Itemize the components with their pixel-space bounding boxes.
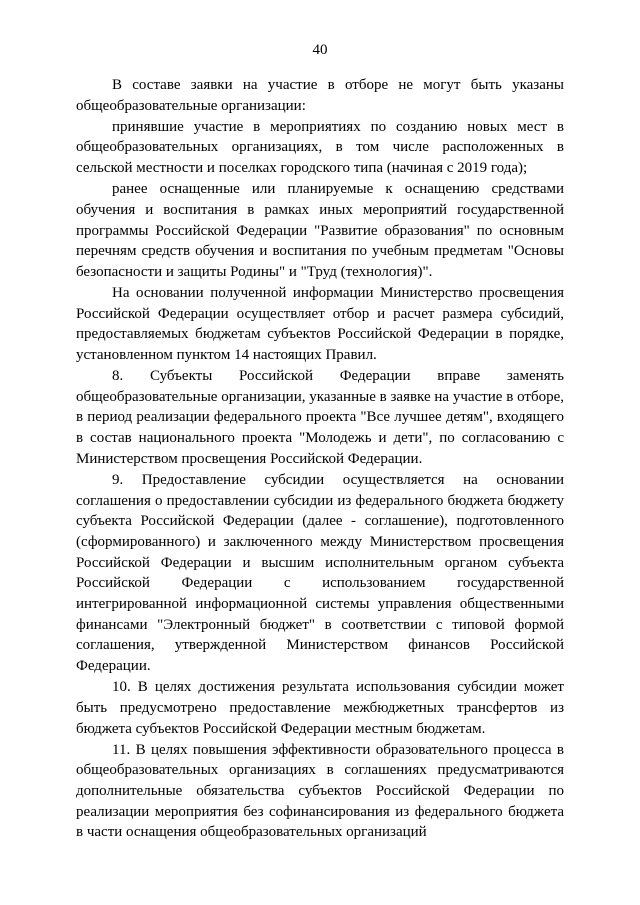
paragraph-item-11: 11. В целях повышения эффективности образовательного процесса в общеобразовательных организациях в соглашениях предусматриваются дополнительные обязательства субъектов Российской Федерации по реализации мероприятия без софинансирования из федерального бюджета в части оснащения общеобразовательных организаций [76,741,564,841]
paragraph-item-8: 8. Субъекты Российской Федерации вправе заменять общеобразовательные организации, указанные в заявке на участие в отборе, в период реализации федерального проекта "Все лучшее детям", входящего в состав национального проекта "Молодежь и дети", по согласованию с Министерством просвещения Российской Федерации. [76,368,564,467]
paragraph-exclusions-intro: В составе заявки на участие в отборе не могут быть указаны общеобразовательные организации: [76,77,564,114]
page-number: 40 [312,42,328,58]
paragraph-exclusion-new-places: принявшие участие в мероприятиях по созданию новых мест в общеобразовательных организациях, в том числе расположенных в сельской местности и поселках городского типа (начиная с 2019 года); [76,118,564,177]
paragraph-exclusion-equipped: ранее оснащенные или планируемые к оснащению средствами обучения и воспитания в рамках иных мероприятий государственной программы Российской Федерации "Развитие образования" по основным перечням средств обучения и воспитания по учебным предметам "Основы безопасности и защиты Родины" и "Труд (технология)". [76,181,564,280]
paragraph-item-10: 10. В целях достижения результата использования субсидии может быть предусмотрено предоставление межбюджетных трансфертов из бюджета субъектов Российской Федерации местным бюджетам. [76,679,564,737]
paragraph-item-9: 9. Предоставление субсидии осуществляется на основании соглашения о предоставлении субсидии из федерального бюджета бюджету субъекта Российской Федерации (далее - соглашение), подготовленного (сформированного) и заключенного между Министерством просвещения Российской Федерации и высшим исполнительным органом субъекта Российской Федерации с использованием государственной интегрированной информационной системы управления общественными финансами "Электронный бюджет" в соответствии с типовой формой соглашения, утвержденной Министерством финансов Российской Федерации. [76,471,564,675]
paragraph-ministry-selection: На основании полученной информации Министерство просвещения Российской Федерации осуществляет отбор и расчет размера субсидий, предоставляемых бюджетам субъектов Российской Федерации в порядке, установленном пунктом 14 настоящих Правил. [76,284,564,364]
document-body [76,75,564,843]
